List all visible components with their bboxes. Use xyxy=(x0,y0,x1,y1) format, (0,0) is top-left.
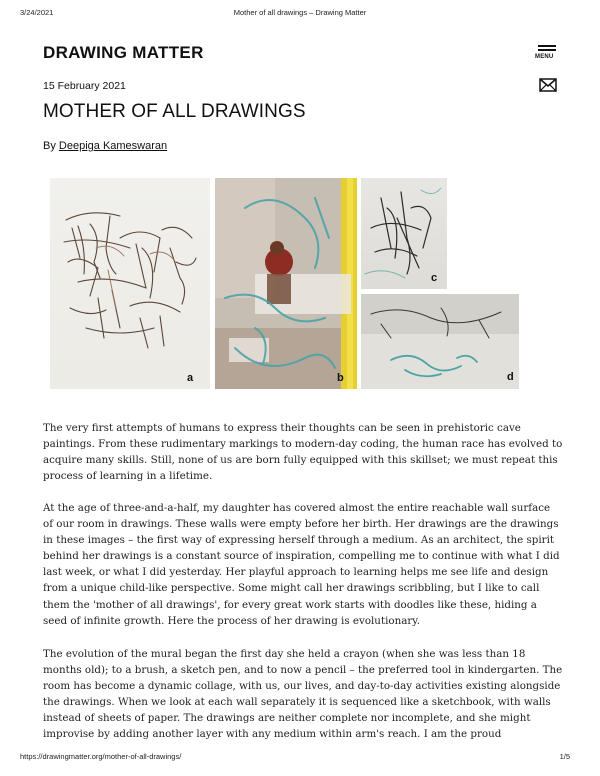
byline xyxy=(43,140,167,152)
scribble-drawing-d xyxy=(361,294,519,389)
figure-label-c: c xyxy=(431,272,438,284)
site-logo[interactable]: DRAWING MATTER xyxy=(43,43,204,62)
scribble-drawing-a xyxy=(50,178,210,389)
figure-label-d: d xyxy=(507,371,514,383)
print-url: https://drawingmatter.org/mother-of-all-drawings/ xyxy=(20,752,182,761)
byline-prefix: By xyxy=(43,140,56,152)
article-paragraph-3: The evolution of the mural began the first day she held a crayon (when she was less than 18 months old); to a brush, a sketch pen, and to now a pencil – the preferred tool in kindergarten. The room has become a dynamic collage, with us, our lives, and day-to-day activities existing alongside the drawings. When we look at each wall separately it is sequenced like a sketchbook, with walls instead of sheets of paper. The drawings are neither complete nor incomplete, and she might improvise by adding another layer with any medium within arm's reach. I am the proud xyxy=(43,648,563,741)
article-paragraph-1: The very first attempts of humans to express their thoughts can be seen in prehistoric cave paintings. From these rudimentary markings to modern-day coding, the human race has evolved to acquire many skills. Still, none of us are born fully equipped with this skillset; we must repeat this process of learning in a lifetime. xyxy=(43,422,563,483)
wall-drawing-photo-c xyxy=(361,178,447,289)
figure-label-b: b xyxy=(337,372,344,384)
hamburger-icon xyxy=(538,45,556,47)
print-page-number: 1/5 xyxy=(559,752,570,761)
blurred-scene-b xyxy=(215,178,357,389)
mail-icon[interactable] xyxy=(539,78,557,92)
print-footer xyxy=(0,752,600,764)
child-drawing-photo-b xyxy=(215,178,357,389)
wall-drawing-photo-a xyxy=(50,178,210,389)
menu-label: MENU xyxy=(535,54,554,60)
article-paragraph-2: At the age of three-and-a-half, my daughter has covered almost the entire reachable wall surface of our room in drawings. These walls were empty before her birth. Her drawings are the drawings in these images – the first way of expressing herself through a medium. As an architect, the spirit behind her drawings is a constant source of inspiration, compelling me to continue with what I did last week, or what I did yesterday. Her playful approach to learning helps me see life and design from a unique child-like perspective. Some might call her drawings scribbling, but I like to call them the 'mother of all drawings', for every great work starts with doodles like these, hiding a seed of infinite growth. Here the process of her drawing is evolutionary. xyxy=(43,502,560,627)
post-date: 15 February 2021 xyxy=(43,80,126,92)
figure-label-a: a xyxy=(187,372,194,384)
print-header xyxy=(0,8,600,20)
page-title: MOTHER OF ALL DRAWINGS xyxy=(43,101,306,122)
print-date: 3/24/2021 xyxy=(20,8,54,17)
hamburger-icon-bar xyxy=(538,49,556,51)
menu-button[interactable] xyxy=(536,44,558,62)
print-page-title: Mother of all drawings – Drawing Matter xyxy=(233,8,367,17)
author-link[interactable]: Deepiga Kameswaran xyxy=(58,140,168,152)
wall-drawing-photo-d xyxy=(361,294,519,389)
